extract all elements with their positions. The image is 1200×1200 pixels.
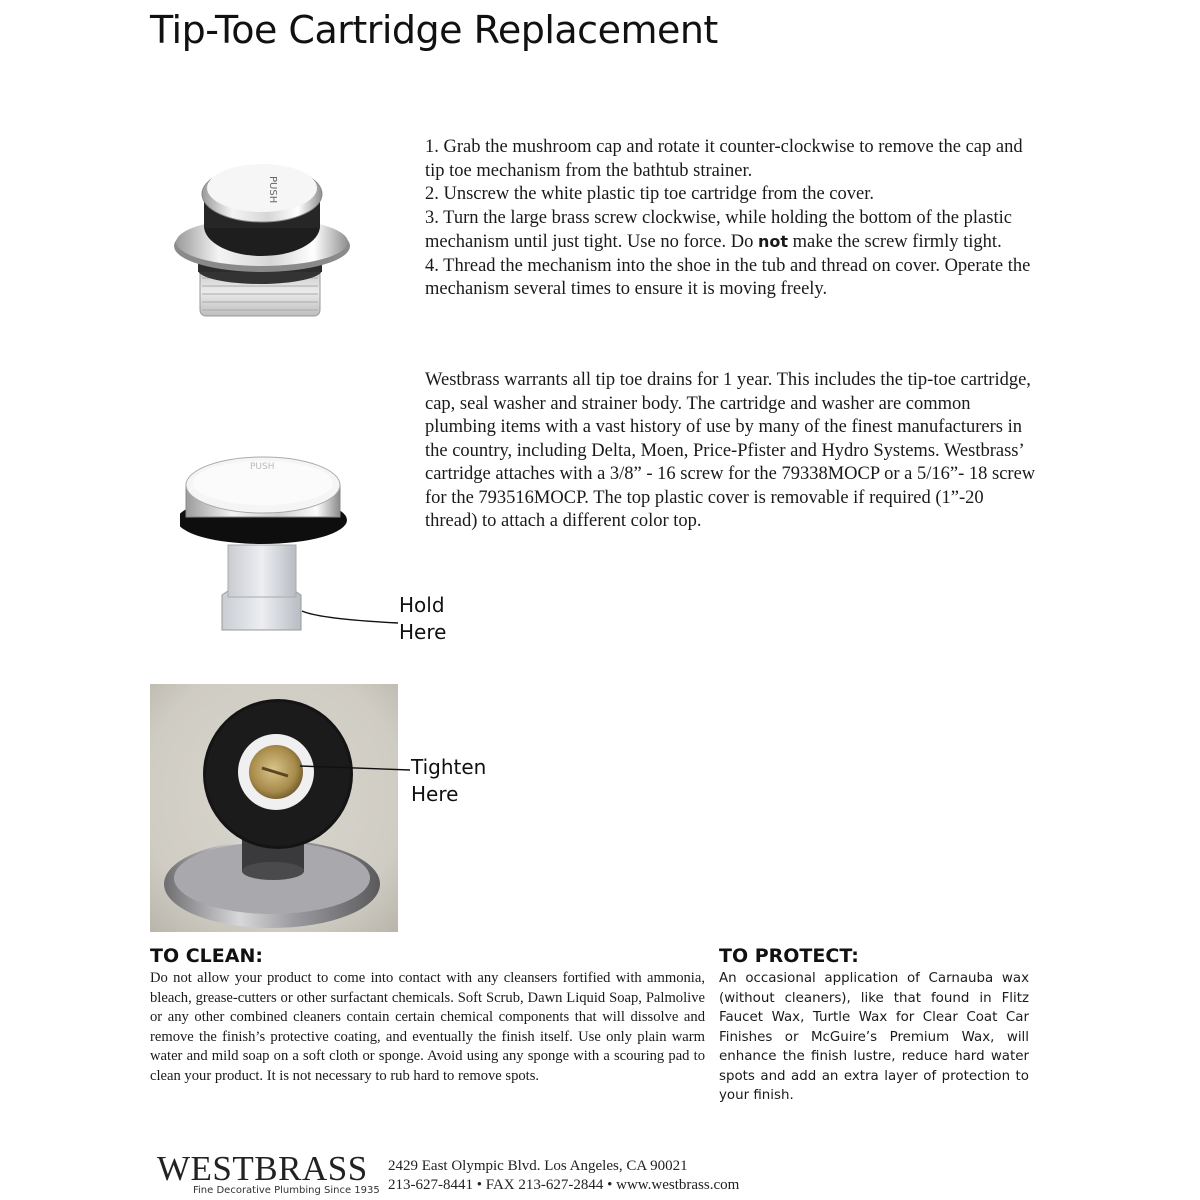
warranty-text: Westbrass warrants all tip toe drains for 1 year. This includes the tip-toe cartridge, cap, seal washer and strainer body. The cartridge and washer are common plumbing items with a vast history of use by many of the finest manufacturers in the country, including Delta, Moen, Price-Pfister and Hydro Systems. Westbrass’ cartridge attaches with a 3/8” - 16 screw for the 79338MOCP or a 5/16”- 18 screw for the 793516MOCP. The top plastic cover is removable if required (1”-20 thread) to attach a different color top. [425, 370, 1036, 531]
step-4: 4. Thread the mechanism into the shoe in the tub and thread on cover. Operate the mechanism several times to ensure it is moving freely. [425, 255, 1031, 299]
hold-pointer-line [300, 605, 400, 630]
clean-text: Do not allow your product to come into contact with any cleansers fortified with ammonia, bleach, grease-cutters or other surfactant chemicals. Soft Scrub, Dawn Liquid Soap, Palmolive or any other combined cleaners contain certain chemical components that will dissolve and remove the finish’s protective coating, and eventually the finish itself. Use only plain warm water and mild soap on a soft cloth or sponge. Avoid using any sponge with a scouring pad to clean your product. It is not necessary to rub hard to remove spots. [150, 970, 705, 1084]
page-title: Tip-Toe Cartridge Replacement [150, 8, 718, 52]
tighten-photo [150, 684, 398, 932]
cartridge-push-text: PUSH [250, 462, 275, 472]
hold-here-label: Hold Here [399, 593, 447, 644]
contact-line: 213-627-8441 • FAX 213-627-2844 • www.westbrass.com [388, 1177, 740, 1193]
step-1: 1. Grab the mushroom cap and rotate it counter-clockwise to remove the cap and tip toe mechanism from the bathtub strainer. [425, 137, 1023, 181]
address-line: 2429 East Olympic Blvd. Los Angeles, CA 90021 [388, 1158, 688, 1174]
westbrass-logo: WESTBRASS [157, 1149, 368, 1188]
tighten-pointer-line [298, 762, 413, 777]
protect-heading: TO PROTECT: [719, 945, 859, 967]
drain-cap-image [170, 148, 355, 323]
logo-tagline: Fine Decorative Plumbing Since 1935 [193, 1185, 380, 1196]
step-2: 2. Unscrew the white plastic tip toe cartridge from the cover. [425, 184, 874, 204]
tighten-here-label: Tighten Here [411, 755, 487, 806]
step-3: 3. Turn the large brass screw clockwise, while holding the bottom of the plastic mechanism until just tight. Use no force. Do not make the screw firmly tight. [425, 207, 1012, 252]
emphasis-not: not [757, 232, 788, 251]
protect-text: An occasional application of Carnauba wax (without cleaners), like that found in Flitz Faucet Wax, Turtle Wax for Clear Coat Car Finishes or McGuire’s Premium Wax, will enhance the finish lustre, reduce hard water spots and add an extra layer of protection to your finish. [719, 971, 1029, 1103]
clean-heading: TO CLEAN: [150, 945, 263, 967]
cap-push-text: PUSH [267, 176, 278, 204]
footer-address [388, 1157, 739, 1195]
instruction-steps [425, 136, 1035, 302]
